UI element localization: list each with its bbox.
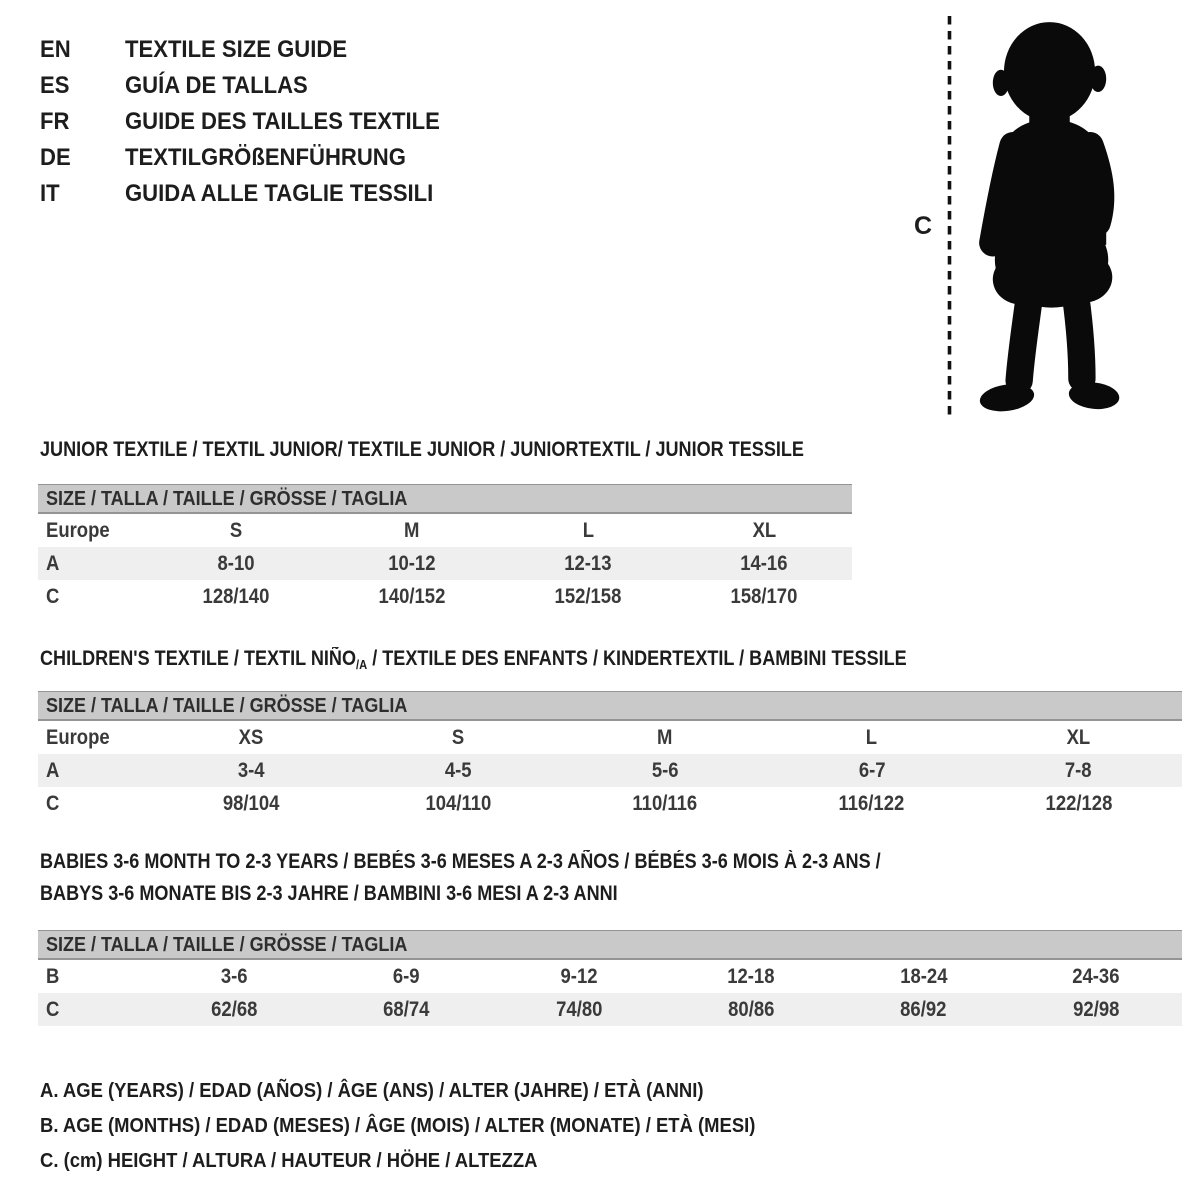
table-cell: XS (239, 726, 264, 749)
table-cell: 9-12 (560, 965, 598, 988)
table-cell: 7-8 (1065, 759, 1092, 782)
table-row (38, 754, 1182, 787)
language-row-es (40, 68, 467, 104)
row-label: A (46, 552, 60, 575)
table-cell: 62/68 (211, 998, 258, 1021)
babies-size-table (38, 930, 1182, 1026)
language-code: DE (40, 144, 71, 171)
table-cell: XL (1066, 726, 1091, 749)
table-cell: 12-18 (727, 965, 775, 988)
row-label: Europe (46, 519, 110, 542)
row-label: C (46, 998, 60, 1021)
table-cell: 116/122 (838, 792, 905, 815)
children-section-title: CHILDREN'S TEXTILE / TEXTIL NIÑO/A / TEXTILE DES ENFANTS / KINDERTEXTIL / BAMBINI TESSILE (40, 647, 907, 672)
guide-title-de: TEXTILGRÖßENFÜHRUNG (124, 144, 406, 171)
nino-a-subscript: /A (356, 657, 368, 672)
junior-size-table (38, 484, 852, 613)
table-cell: 158/170 (730, 585, 798, 608)
table-row (38, 787, 1182, 820)
row-label: B (46, 965, 60, 988)
language-code: FR (40, 108, 70, 135)
table-row (38, 514, 852, 547)
table-cell: 24-36 (1072, 965, 1120, 988)
table-cell: S (452, 726, 465, 749)
note-height-cm: C. (cm) HEIGHT / ALTURA / HAUTEUR / HÖHE / ALTEZZA (40, 1149, 538, 1172)
table-cell: 74/80 (555, 998, 602, 1021)
table-cell: 68/74 (383, 998, 430, 1021)
size-header-bar: SIZE / TALLA / TAILLE / GRÖSSE / TAGLIA (38, 930, 1182, 960)
table-cell: M (404, 519, 420, 542)
table-cell: 122/128 (1045, 792, 1112, 815)
row-label: Europe (46, 726, 110, 749)
table-cell: L (866, 726, 878, 749)
table-cell: 4-5 (444, 759, 472, 782)
table-cell: 3-4 (238, 759, 265, 782)
table-cell: 3-6 (220, 965, 248, 988)
table-cell: 6-9 (393, 965, 420, 988)
table-row (38, 721, 1182, 754)
table-cell: 86/92 (900, 998, 947, 1021)
language-code: IT (40, 180, 60, 207)
legend-notes (40, 1073, 835, 1178)
size-header-bar: SIZE / TALLA / TAILLE / GRÖSSE / TAGLIA (38, 484, 852, 514)
table-cell: 110/116 (632, 792, 698, 815)
table-cell: 10-12 (388, 552, 436, 575)
table-cell: L (582, 519, 594, 542)
guide-title-fr: GUIDE DES TAILLES TEXTILE (124, 108, 440, 135)
row-label: C (46, 585, 60, 608)
table-cell: 8-10 (217, 552, 255, 575)
table-cell: 104/110 (425, 792, 492, 815)
table-cell: 128/140 (202, 585, 270, 608)
table-cell: 14-16 (740, 552, 788, 575)
language-row-en (40, 32, 467, 68)
table-cell: 12-13 (564, 552, 612, 575)
guide-title-it: GUIDA ALLE TAGLIE TESSILI (124, 180, 433, 207)
note-age-months: B. AGE (MONTHS) / EDAD (MESES) / ÂGE (MOIS) / ALTER (MONATE) / ETÀ (MESI) (40, 1114, 756, 1137)
table-cell: 152/158 (554, 585, 622, 608)
table-cell: XL (752, 519, 776, 542)
language-code: ES (40, 72, 70, 99)
table-row (38, 960, 1182, 993)
language-row-de (40, 140, 467, 176)
table-cell: M (657, 726, 673, 749)
toddler-silhouette-icon (961, 14, 1136, 419)
guide-title-es: GUÍA DE TALLAS (124, 72, 308, 99)
language-header (40, 32, 467, 212)
height-measure-dotted-line (946, 16, 953, 418)
table-cell: 5-6 (651, 759, 679, 782)
row-label: A (46, 759, 60, 782)
language-code: EN (40, 36, 71, 63)
table-cell: 6-7 (858, 759, 886, 782)
table-row (38, 580, 852, 613)
table-row (38, 547, 852, 580)
table-cell: 98/104 (223, 792, 280, 815)
note-age-years: A. AGE (YEARS) / EDAD (AÑOS) / ÂGE (ANS) / ALTER (JAHRE) / ETÀ (ANNI) (40, 1079, 704, 1102)
table-cell: S (229, 519, 243, 542)
children-size-table (38, 691, 1182, 820)
language-row-it (40, 176, 467, 212)
babies-section-title: BABIES 3-6 MONTH TO 2-3 YEARS / BEBÉS 3-6 MESES A 2-3 AÑOS / BÉBÉS 3-6 MOIS À 2-3 ANS / BABYS 3-6 MONATE BIS 2-3 JAHRE / BAMBINI 3-6 MESI A 2-3 ANNI (40, 850, 881, 905)
table-cell: 140/152 (378, 585, 446, 608)
table-cell: 18-24 (899, 965, 948, 988)
height-measure-label: C (914, 212, 933, 240)
size-header-bar: SIZE / TALLA / TAILLE / GRÖSSE / TAGLIA (38, 691, 1182, 721)
table-cell: 80/86 (728, 998, 775, 1021)
table-cell: 92/98 (1072, 998, 1119, 1021)
language-row-fr (40, 104, 467, 140)
guide-title-en: TEXTILE SIZE GUIDE (124, 36, 347, 63)
row-label: C (46, 792, 60, 815)
table-row (38, 993, 1182, 1026)
junior-section-title: JUNIOR TEXTILE / TEXTIL JUNIOR/ TEXTILE JUNIOR / JUNIORTEXTIL / JUNIOR TESSILE (40, 438, 804, 461)
